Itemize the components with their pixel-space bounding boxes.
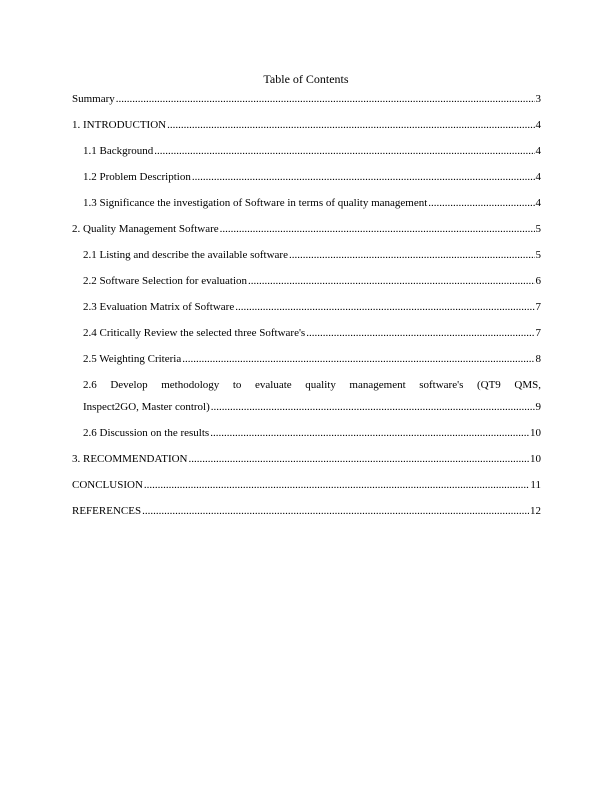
dot-leader [142,504,529,518]
toc-entry-weighting-criteria[interactable] [72,352,541,378]
dot-leader [210,426,529,440]
toc-entry-references[interactable] [72,504,541,530]
dot-leader [428,196,534,210]
dot-leader [154,144,534,158]
toc-entry-label: 2.2 Software Selection for evaluation [83,275,248,287]
toc-entry-label: Summary [72,93,115,105]
toc-entry-label: 3. RECOMMENDATION [72,453,188,465]
dot-leader [144,478,530,492]
toc-entry-software-selection[interactable] [72,274,541,300]
dot-leader [235,300,534,314]
toc-entry-page-number: 11 [530,479,541,491]
toc-entry-label: 1. INTRODUCTION [72,119,167,131]
dot-leader [182,352,534,366]
toc-entry-page-number: 4 [535,119,541,131]
toc-entry-recommendation[interactable] [72,452,541,478]
dot-leader [289,248,535,262]
toc-entry-page-number: 7 [535,327,541,339]
toc-entry-label: 2.1 Listing and describe the available software [83,249,288,261]
toc-entry-page-number: 10 [530,427,541,439]
toc-entry-evaluation-matrix[interactable] [72,300,541,326]
toc-entry-discussion-results[interactable] [72,426,541,452]
toc-entry-page-number: 8 [535,353,541,365]
dot-leader [192,170,535,184]
toc-entry-label: 2.4 Critically Review the selected three Software's [83,327,306,339]
toc-entry-label: 2.5 Weighting Criteria [83,353,182,365]
toc-title: Table of Contents [263,72,349,86]
toc-entry-introduction[interactable] [72,118,541,144]
dot-leader [167,118,534,132]
toc-entry-page-number: 6 [535,275,541,287]
dot-leader [248,274,534,288]
toc-entry-page-number: 7 [535,301,541,313]
toc-entry-develop-methodology[interactable] [72,378,541,414]
toc-entry-page-number: 4 [535,171,541,183]
toc-entry-page-number: 9 [535,401,541,413]
toc-entry-label: CONCLUSION [72,479,143,491]
toc-entry-background[interactable] [72,144,541,170]
toc-entry-label: 2.6 Discussion on the results [83,427,210,439]
toc-entry-label: 2. Quality Management Software [72,223,219,235]
toc-entry-label-line-1: 2.6 Develop methodology to evaluate quality management software's (QT9 QMS, [83,379,541,391]
toc-entry-label-line-2: Inspect2GO, Master control) [83,401,210,413]
toc-entry-page-number: 12 [530,505,541,517]
toc-entry-page-number: 3 [535,93,541,105]
toc-entry-quality-management-software[interactable] [72,222,541,248]
dot-leader [211,400,535,414]
toc-entry-page-number: 5 [535,223,541,235]
toc-entry-conclusion[interactable] [72,478,541,504]
dot-leader [306,326,534,340]
toc-entry-significance[interactable] [72,196,541,222]
toc-entry-label: 1.3 Significance the investigation of Software in terms of quality management [83,197,428,209]
toc-entry-page-number: 4 [535,145,541,157]
dot-leader [189,452,530,466]
toc-entry-page-number: 4 [535,197,541,209]
toc-entry-critical-review[interactable] [72,326,541,352]
toc-entry-label: 2.3 Evaluation Matrix of Software [83,301,235,313]
toc-entry-problem-description[interactable] [72,170,541,196]
table-of-contents [72,92,541,530]
dot-leader [220,222,535,236]
toc-entry-line-2 [83,400,541,414]
toc-entry-summary[interactable] [72,92,541,118]
dot-leader [116,92,535,106]
toc-entry-label: REFERENCES [72,505,142,517]
toc-entry-page-number: 5 [535,249,541,261]
toc-entry-label: 1.1 Background [83,145,154,157]
toc-entry-listing-software[interactable] [72,248,541,274]
toc-entry-label: 1.2 Problem Description [83,171,191,183]
toc-entry-page-number: 10 [530,453,541,465]
